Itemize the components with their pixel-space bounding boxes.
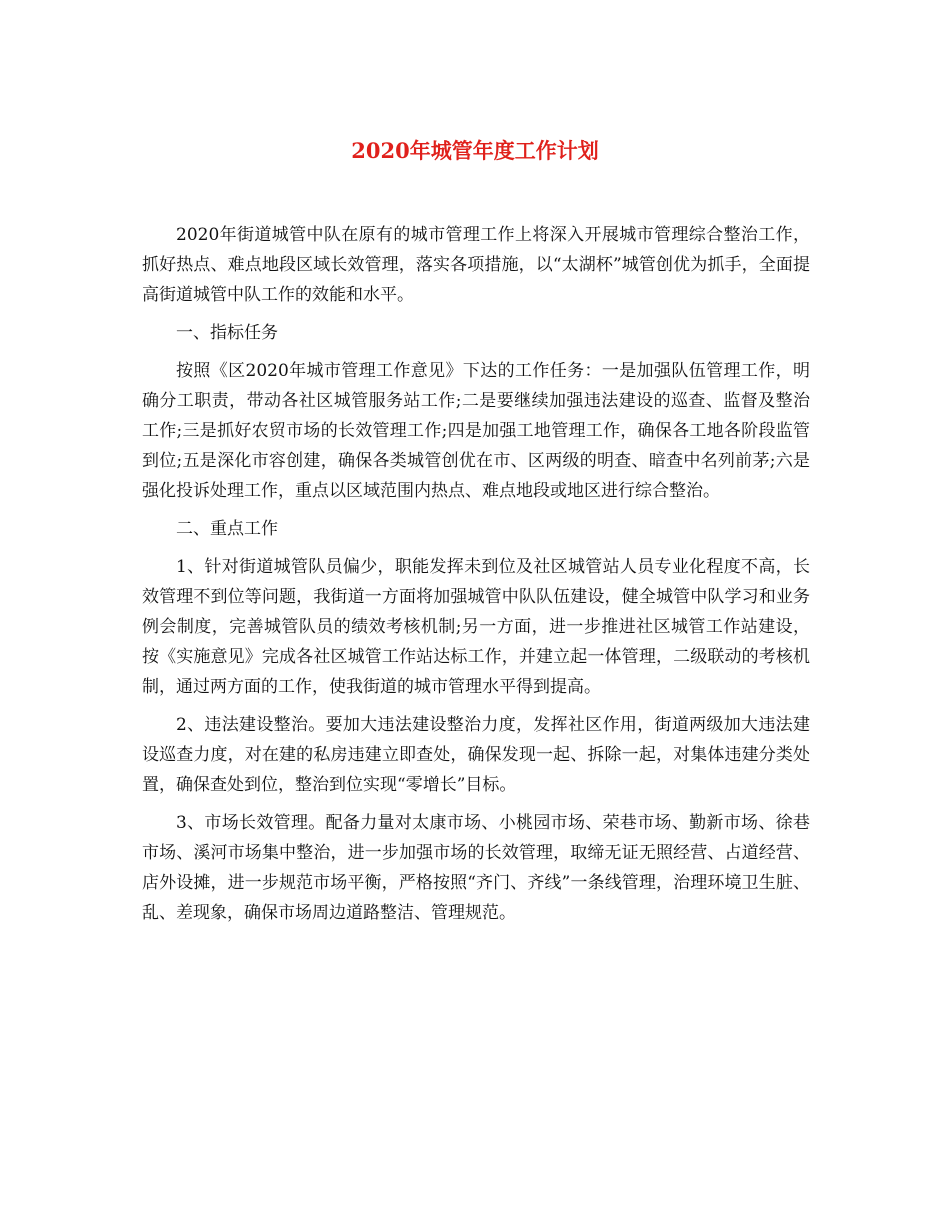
document-body bbox=[142, 220, 810, 936]
paragraph-indicator-tasks: 按照《区2020年城市管理工作意见》下达的工作任务：一是加强队伍管理工作，明确分工职责，带动各社区城管服务站工作;二是要继续加强违法建设的巡查、监督及整治工作;三是抓好农贸市场的长效管理工作;四是加强工地管理工作，确保各工地各阶段监管到位;五是深化市容创建，确保各类城管创优在市、区两级的明查、暗查中名列前茅;六是强化投诉处理工作，重点以区域范围内热点、难点地段或地区进行综合整治。 bbox=[142, 361, 810, 501]
paragraph-key-work-3: 3、市场长效管理。配备力量对太康市场、小桃园市场、荣巷市场、勤新市场、徐巷市场、溪河市场集中整治，进一步加强市场的长效管理，取缔无证无照经营、占道经营、店外设摊，进一步规范市场平衡，严格按照“齐门、齐线”一条线管理，治理环境卫生脏、乱、差现象，确保市场周边道路整洁、管理规范。 bbox=[142, 813, 810, 923]
section-heading-indicator-tasks: 一、指标任务 bbox=[176, 323, 278, 343]
paragraph-key-work-2: 2、违法建设整治。要加大违法建设整治力度，发挥社区作用，街道两级加大违法建设巡查力度，对在建的私房违建立即查处，确保发现一起、拆除一起，对集体违建分类处置，确保查处到位，整治到位实现“零增长”目标。 bbox=[142, 715, 810, 795]
section-heading-key-work: 二、重点工作 bbox=[176, 519, 278, 539]
document-title: 2020年城管年度工作计划 bbox=[351, 138, 599, 163]
paragraph-key-work-1: 1、针对街道城管队员偏少，职能发挥未到位及社区城管站人员专业化程度不高，长效管理不到位等问题，我街道一方面将加强城管中队队伍建设，健全城管中队学习和业务例会制度，完善城管队员的绩效考核机制;另一方面，进一步推进社区城管工作站建设，按《实施意见》完成各社区城管工作站达标工作，并建立起一体管理，二级联动的考核机制，通过两方面的工作，使我街道的城市管理水平得到提高。 bbox=[142, 557, 810, 697]
paragraph-intro: 2020年街道城管中队在原有的城市管理工作上将深入开展城市管理综合整治工作，抓好热点、难点地段区域长效管理，落实各项措施，以“太湖杯”城管创优为抓手，全面提高街道城管中队工作的效能和水平。 bbox=[142, 225, 810, 305]
